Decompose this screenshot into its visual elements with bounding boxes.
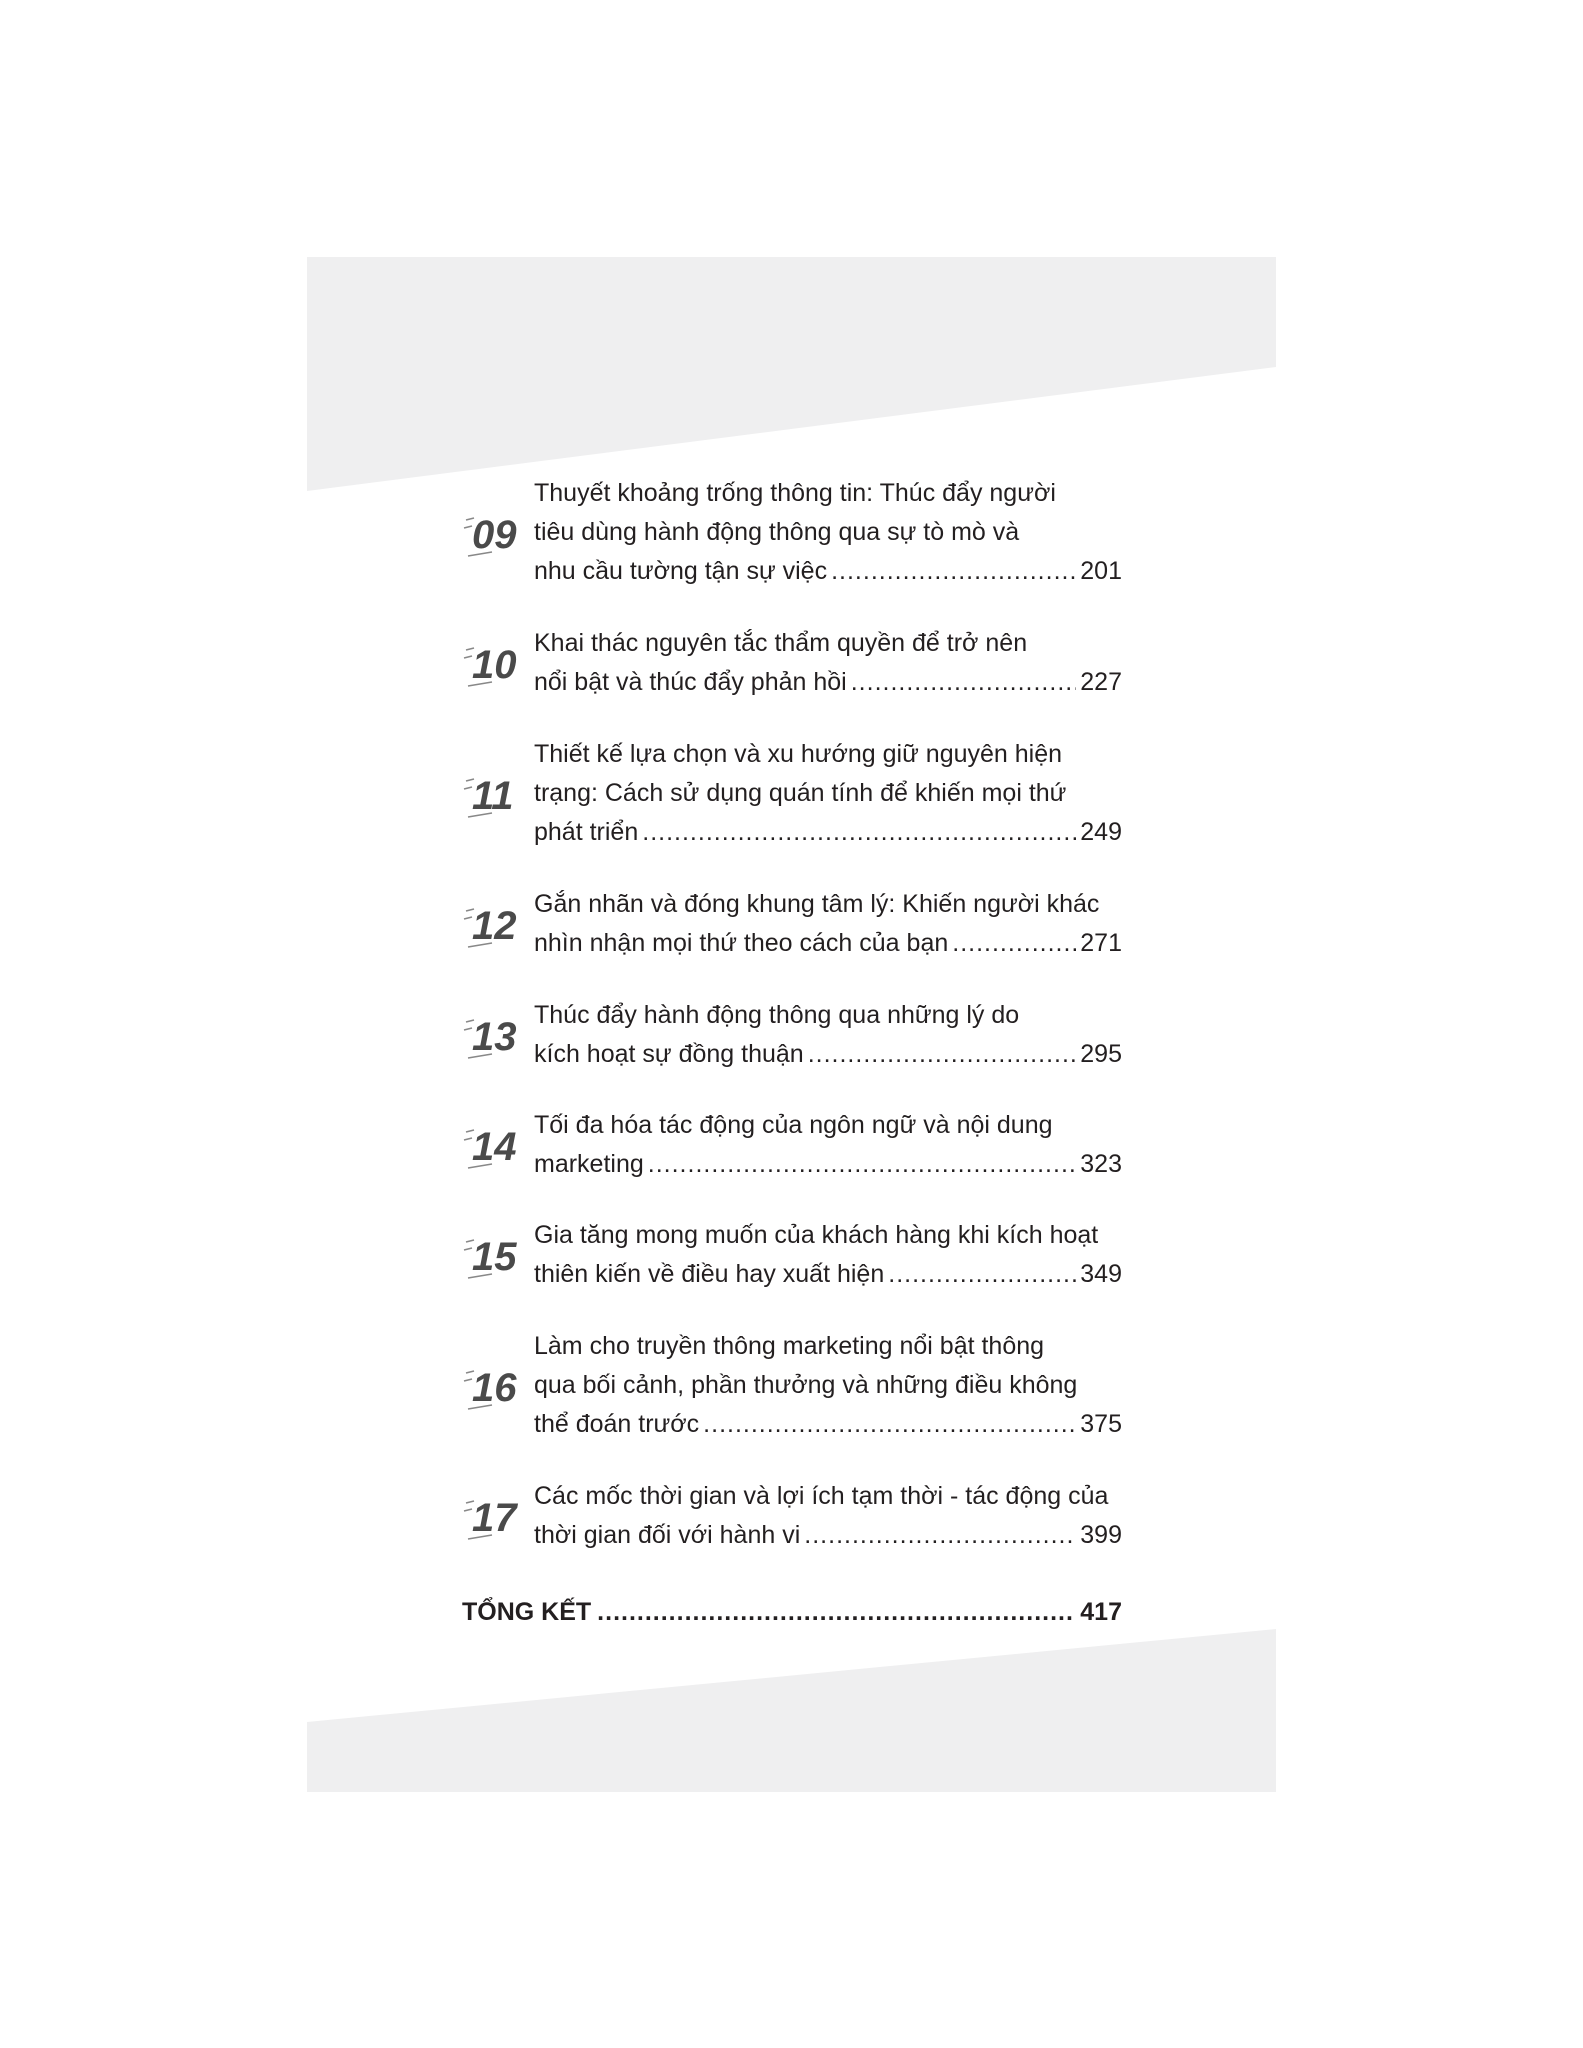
title-line: nổi bật và thúc đẩy phản hồi <box>534 668 847 696</box>
chapter-number-badge <box>462 1002 534 1074</box>
chapter-number-badge <box>462 1222 534 1294</box>
page-number: 295 <box>1080 1040 1122 1068</box>
chapter-number-badge <box>462 1112 534 1184</box>
page-number: 227 <box>1080 668 1122 696</box>
title-line: trạng: Cách sử dụng quán tính để khiến mọi thứ <box>534 779 1067 807</box>
dot-leader <box>831 552 1076 591</box>
dot-leader <box>642 813 1076 852</box>
toc-entry-title <box>534 1106 1122 1184</box>
toc-entry-title <box>534 1216 1122 1294</box>
toc-entry-title <box>534 474 1122 591</box>
dot-leader <box>851 663 1077 702</box>
page-number: 271 <box>1080 929 1122 957</box>
dot-leader <box>804 1516 1076 1555</box>
title-last-line <box>534 1255 1122 1294</box>
title-line: kích hoạt sự đồng thuận <box>534 1040 804 1068</box>
chapter-number: 10 <box>472 643 517 687</box>
toc-entry-title <box>534 1327 1122 1444</box>
chapter-number-badge <box>462 891 534 963</box>
page-number: 201 <box>1080 557 1122 585</box>
chapter-number: 11 <box>472 774 514 818</box>
dot-leader <box>888 1255 1076 1294</box>
title-last-line <box>534 1516 1122 1555</box>
dot-leader <box>952 924 1076 963</box>
bottom-band <box>307 1629 1276 1792</box>
title-last-line <box>534 1035 1122 1074</box>
page-number: 323 <box>1080 1150 1122 1178</box>
chapter-number: 12 <box>472 904 517 948</box>
title-line: tiêu dùng hành động thông qua sự tò mò và <box>534 518 1020 546</box>
toc-entry-title <box>534 735 1122 852</box>
chapter-number-badge <box>462 761 534 833</box>
title-line: Khai thác nguyên tắc thẩm quyền để trở nên <box>534 629 1028 657</box>
toc-entry-title <box>534 996 1122 1074</box>
page-number: 375 <box>1080 1410 1122 1438</box>
toc-entry-title <box>534 885 1122 963</box>
toc-summary-entry[interactable] <box>462 1593 1122 1632</box>
chapter-number: 14 <box>472 1125 517 1169</box>
chapter-number: 15 <box>472 1235 517 1279</box>
chapter-number: 16 <box>472 1366 517 1410</box>
toc-entry-title <box>534 1477 1122 1555</box>
title-line: marketing <box>534 1150 644 1178</box>
page-number: 349 <box>1080 1260 1122 1288</box>
title-line: Làm cho truyền thông marketing nổi bật thông <box>534 1332 1045 1360</box>
chapter-number: 13 <box>472 1015 517 1059</box>
chapter-number-badge <box>462 1353 534 1425</box>
title-last-line <box>534 552 1122 591</box>
chapter-number: 09 <box>472 513 517 557</box>
page-number: 249 <box>1080 818 1122 846</box>
dot-leader <box>597 1593 1074 1632</box>
title-line: phát triển <box>534 818 639 846</box>
top-band <box>307 257 1276 491</box>
title-line: Gia tăng mong muốn của khách hàng khi kích hoạt <box>534 1221 1099 1249</box>
title-line: Tối đa hóa tác động của ngôn ngữ và nội dung <box>534 1111 1053 1139</box>
title-line: qua bối cảnh, phần thưởng và những điều không <box>534 1371 1078 1399</box>
title-line: nhìn nhận mọi thứ theo cách của bạn <box>534 929 949 957</box>
chapter-number-badge <box>462 500 534 572</box>
title-last-line <box>534 813 1122 852</box>
dot-leader <box>648 1145 1077 1184</box>
title-line: thiên kiến về điều hay xuất hiện <box>534 1260 885 1288</box>
title-last-line <box>534 924 1122 963</box>
title-line: Thuyết khoảng trống thông tin: Thúc đẩy người <box>534 479 1056 507</box>
title-last-line <box>534 1405 1122 1444</box>
title-line: Các mốc thời gian và lợi ích tạm thời - tác động của <box>534 1482 1109 1510</box>
toc-entry-title <box>534 624 1122 702</box>
summary-label: TỔNG KẾT <box>462 1598 592 1626</box>
title-last-line <box>534 663 1122 702</box>
title-line: nhu cầu tường tận sự việc <box>534 557 828 585</box>
title-line: Gắn nhãn và đóng khung tâm lý: Khiến người khác <box>534 890 1100 918</box>
title-line: thời gian đối với hành vi <box>534 1521 801 1549</box>
chapter-number-badge <box>462 630 534 702</box>
dot-leader <box>703 1405 1076 1444</box>
title-line: Thúc đẩy hành động thông qua những lý do <box>534 1001 1020 1029</box>
title-last-line <box>534 1145 1122 1184</box>
title-line: Thiết kế lựa chọn và xu hướng giữ nguyên hiện <box>534 740 1063 768</box>
page-number: 399 <box>1080 1521 1122 1549</box>
dot-leader <box>808 1035 1077 1074</box>
chapter-number-badge <box>462 1483 534 1555</box>
page-number: 417 <box>1080 1598 1122 1626</box>
chapter-number: 17 <box>472 1496 517 1540</box>
title-line: thể đoán trước <box>534 1410 700 1438</box>
